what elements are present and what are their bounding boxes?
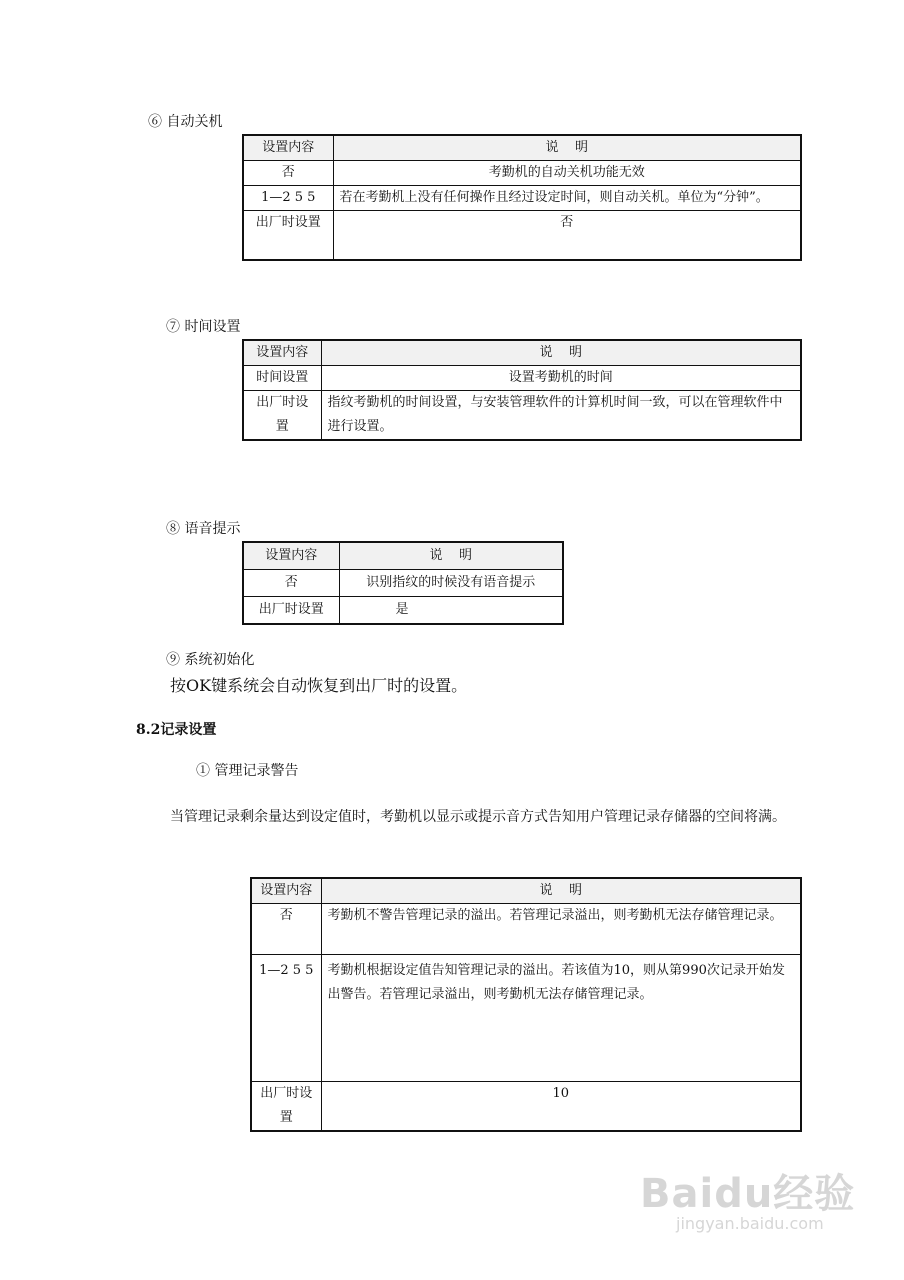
table-cell-value: 考勤机根据设定值告知管理记录的溢出。若该值为10，则从第990次记录开始发出警告。若管理记录溢出，则考勤机无法存储管理记录。 xyxy=(321,955,801,1082)
auto-shutdown-table xyxy=(242,134,802,261)
section-9-heading: ⑨ 系统初始化 xyxy=(166,652,255,668)
table-cell-value: 识别指纹的时候没有语音提示 xyxy=(339,570,563,597)
table-cell-value: 否 xyxy=(333,211,801,261)
section-8-2-title: 8.2记录设置 xyxy=(136,722,217,738)
table-cell-key: 出厂时设置 xyxy=(251,1082,321,1132)
table-header-description: 说 明 xyxy=(321,878,801,904)
record-warning-heading: ① 管理记录警告 xyxy=(196,763,299,779)
section-6-heading: ⑥ 自动关机 xyxy=(148,114,223,130)
table-header-setting: 设置内容 xyxy=(243,340,321,366)
table-cell-value: 考勤机不警告管理记录的溢出。若管理记录溢出，则考勤机无法存储管理记录。 xyxy=(321,904,801,955)
table-cell-value: 考勤机的自动关机功能无效 xyxy=(333,161,801,186)
table-header-description: 说 明 xyxy=(321,340,801,366)
time-setting-table xyxy=(242,339,802,441)
record-warning-paragraph: 当管理记录剩余量达到设定值时，考勤机以显示或提示音方式告知用户管理记录存储器的空间将满。 xyxy=(170,809,786,825)
table-cell-key: 1—2 5 5 xyxy=(243,186,333,211)
table-cell-key: 出厂时设置 xyxy=(243,597,339,625)
table-cell-value: 设置考勤机的时间 xyxy=(321,366,801,391)
table-cell-key: 否 xyxy=(243,161,333,186)
section-7-heading: ⑦ 时间设置 xyxy=(166,319,241,335)
table-header-setting: 设置内容 xyxy=(243,135,333,161)
table-cell-key: 1—2 5 5 xyxy=(251,955,321,1082)
table-cell-value: 是 xyxy=(339,597,563,625)
table-header-description: 说 明 xyxy=(339,542,563,570)
baidu-jingyan-logo: Baidu经验 xyxy=(640,1171,856,1217)
table-header-description: 说 明 xyxy=(333,135,801,161)
table-cell-value: 10 xyxy=(321,1082,801,1132)
record-warning-table xyxy=(250,877,802,1132)
table-cell-key: 出厂时设置 xyxy=(243,211,333,261)
table-cell-value: 指纹考勤机的时间设置，与安装管理软件的计算机时间一致，可以在管理软件中进行设置。 xyxy=(321,391,801,441)
voice-prompt-table xyxy=(242,541,564,625)
table-cell-key: 出厂时设置 xyxy=(243,391,321,441)
section-9-body: 按OK键系统会自动恢复到出厂时的设置。 xyxy=(170,676,468,695)
watermark-url: jingyan.baidu.com xyxy=(676,1214,824,1233)
table-header-setting: 设置内容 xyxy=(243,542,339,570)
table-cell-value: 若在考勤机上没有任何操作且经过设定时间，则自动关机。单位为“分钟”。 xyxy=(333,186,801,211)
table-cell-key: 否 xyxy=(251,904,321,955)
table-cell-key: 时间设置 xyxy=(243,366,321,391)
table-cell-key: 否 xyxy=(243,570,339,597)
section-8-heading: ⑧ 语音提示 xyxy=(166,521,241,537)
table-header-setting: 设置内容 xyxy=(251,878,321,904)
